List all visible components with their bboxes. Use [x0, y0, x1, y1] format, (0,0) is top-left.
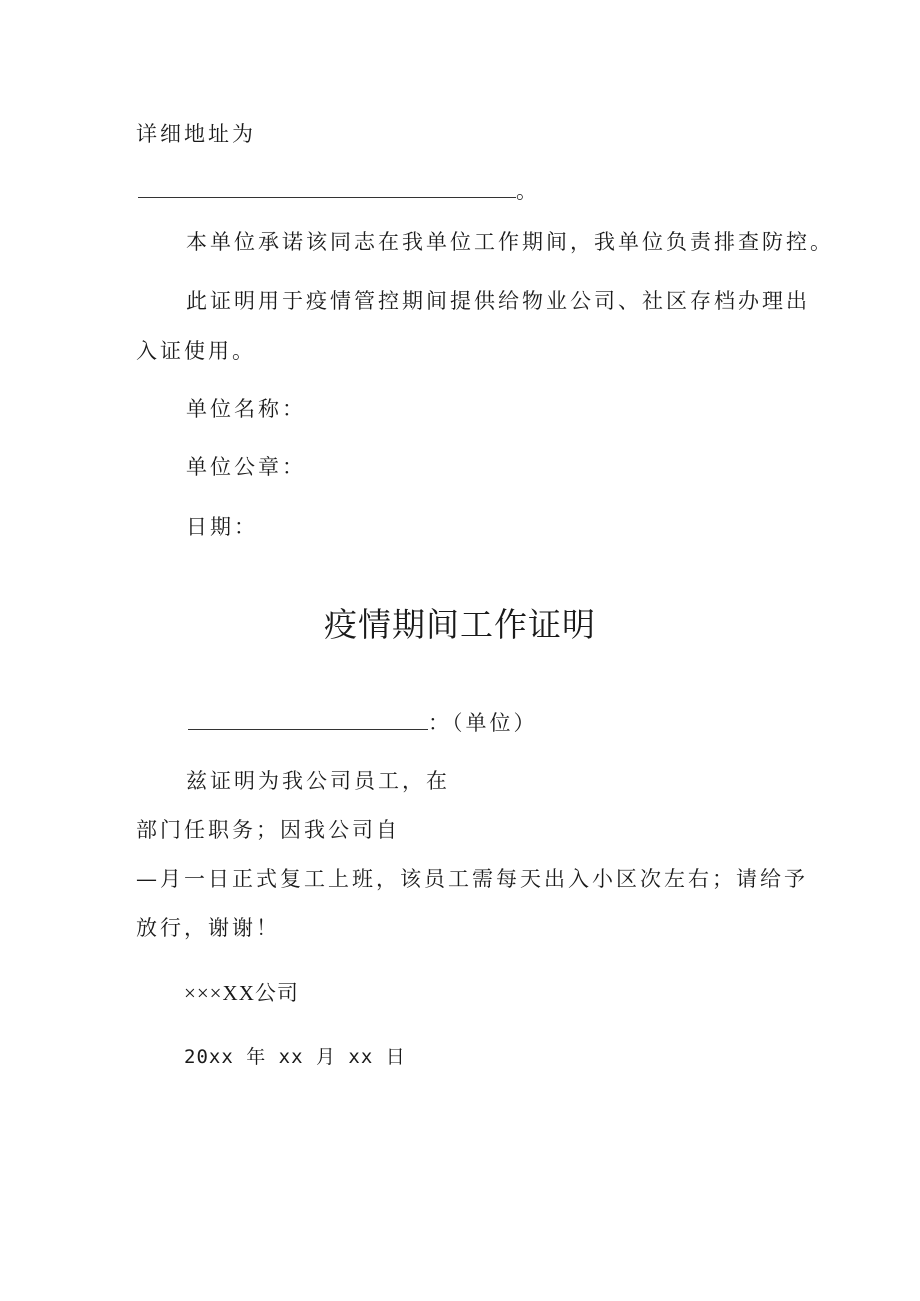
address-blank	[138, 181, 516, 198]
unit-name-label: 单位名称：	[186, 397, 306, 421]
certificate-body-line-2: 部门任职务；因我公司自	[136, 818, 400, 842]
addressee-suffix: ：（单位）	[428, 711, 538, 735]
company-signature: ×××XX公司	[184, 981, 299, 1005]
document-title: 疫情期间工作证明	[324, 605, 596, 644]
address-label: 详细地址为	[136, 122, 256, 146]
addressee-line	[188, 713, 538, 734]
date-label: 日期：	[186, 515, 258, 539]
address-end-mark: 。	[516, 179, 540, 203]
certificate-body-line-4: 放行，谢谢！	[136, 916, 280, 940]
usage-paragraph-line-1: 此证明用于疫情管控期间提供给物业公司、社区存档办理出	[186, 289, 810, 313]
promise-paragraph: 本单位承诺该同志在我单位工作期间，我单位负责排查防控。	[186, 230, 834, 254]
signature-date: 20xx 年 xx 月 xx 日	[184, 1046, 406, 1068]
certificate-body-line-1: 兹证明为我公司员工，在	[186, 769, 450, 793]
certificate-body-line-3: —月一日正式复工上班，该员工需每天出入小区次左右；请给予	[136, 867, 808, 891]
usage-paragraph-line-2: 入证使用。	[136, 339, 256, 363]
addressee-blank	[188, 713, 428, 730]
address-blank-line	[138, 181, 540, 202]
unit-seal-label: 单位公章：	[186, 455, 306, 479]
